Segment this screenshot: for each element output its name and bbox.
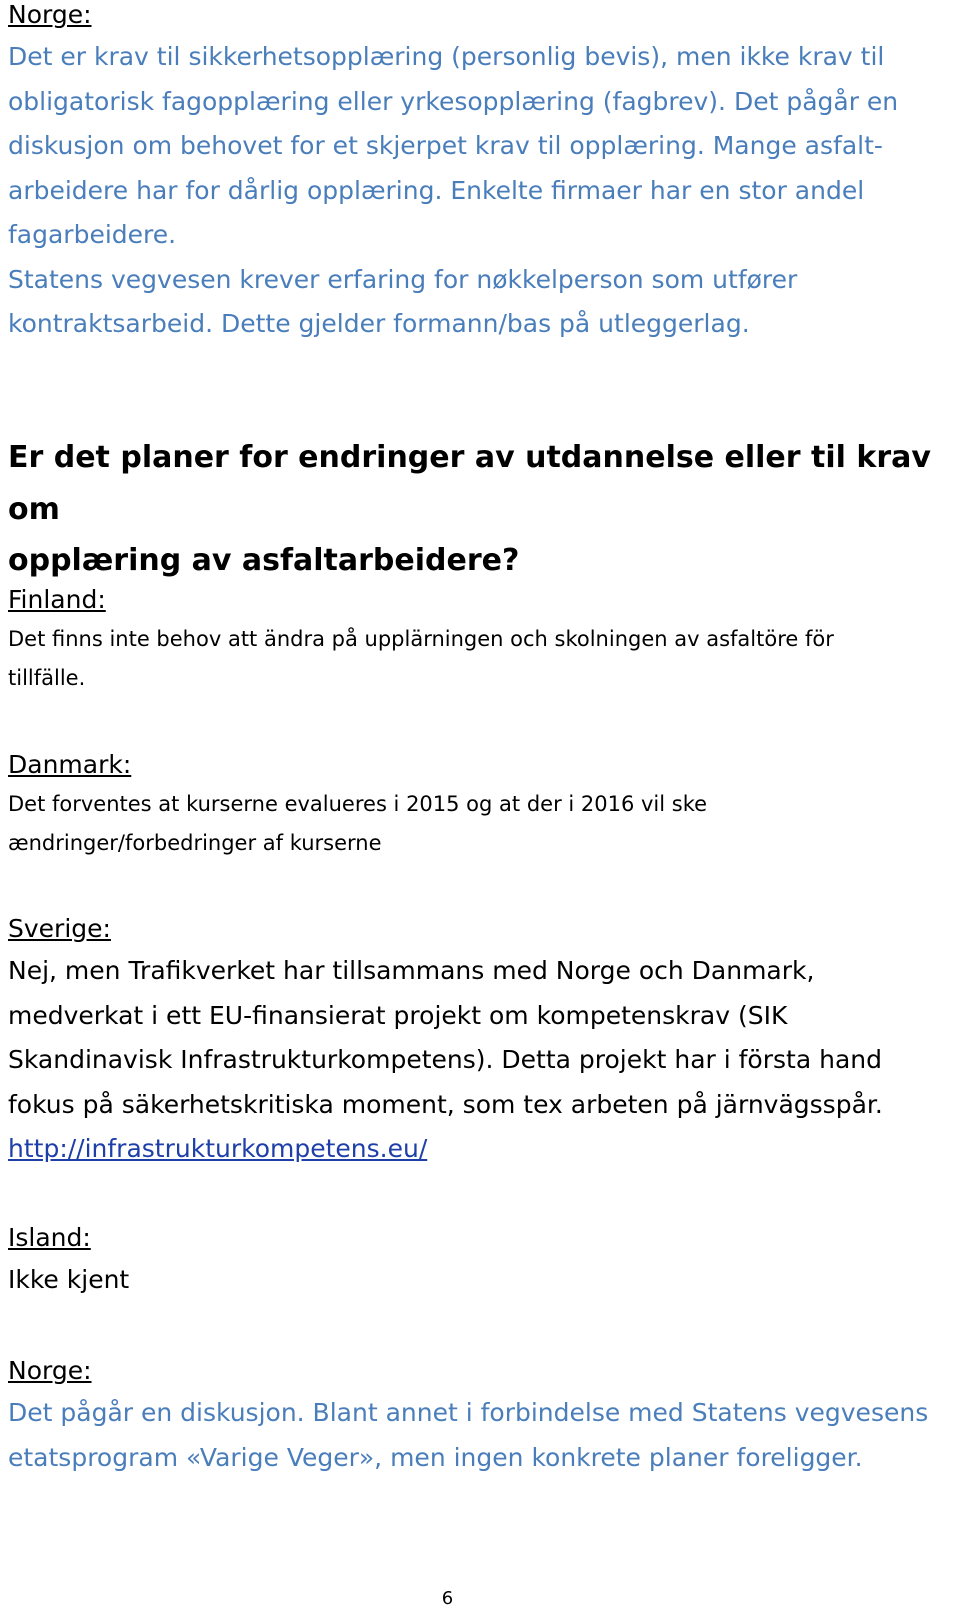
section-body-sweden	[8, 949, 948, 1172]
section-body-denmark	[8, 785, 948, 862]
section-heading-denmark: Danmark:	[8, 750, 132, 779]
section-body-iceland	[8, 1258, 948, 1303]
section-body-norway-bottom	[8, 1391, 948, 1480]
text-line: etatsprogram «Varige Veger», men ingen konkrete planer foreligger.	[8, 1442, 863, 1472]
section-norway-bottom	[8, 1356, 948, 1480]
question-line: opplæring av asfaltarbeidere?	[8, 543, 520, 578]
text-line: Det forventes at kurserne evalueres i 2015 og at der i 2016 vil ske	[8, 792, 708, 816]
text-line: Nej, men Trafikverket har tillsammans med Norge och Danmark,	[8, 956, 815, 985]
section-heading-finland: Finland:	[8, 585, 106, 614]
question-heading	[8, 432, 948, 587]
page-number: 6	[441, 1588, 454, 1609]
text-line: fagarbeidere.	[8, 220, 177, 249]
text-line: fokus på säkerhetskritiska moment, som tex arbeten på järnvägsspår.	[8, 1089, 883, 1119]
question-line: Er det planer for endringer av utdannelse eller til krav om	[8, 440, 931, 527]
section-heading-sweden: Sverige:	[8, 914, 111, 943]
section-heading-norway-bottom: Norge:	[8, 1356, 92, 1385]
text-line: Ikke kjent	[8, 1265, 130, 1294]
section-body-norway	[8, 35, 948, 347]
infrastrukturkompetens-link[interactable]: http://infrastrukturkompetens.eu/	[8, 1134, 428, 1163]
section-heading-iceland: Island:	[8, 1223, 91, 1252]
section-body-finland	[8, 620, 948, 697]
text-line: ændringer/forbedringer af kurserne	[8, 830, 382, 855]
text-line: kontraktsarbeid. Dette gjelder formann/bas på utleggerlag.	[8, 309, 750, 338]
section-sweden	[8, 914, 948, 1172]
section-heading-norway: Norge:	[8, 0, 92, 29]
text-line: medverkat i ett EU-finansierat projekt om kompetenskrav (SIK	[8, 1000, 788, 1030]
text-line: obligatorisk fagopplæring eller yrkesopplæring (fagbrev). Det pågår en	[8, 86, 899, 116]
text-line: tillfälle.	[8, 665, 86, 690]
text-line: Det pågår en diskusjon. Blant annet i forbindelse med Statens vegvesens	[8, 1398, 929, 1427]
section-finland	[8, 585, 948, 697]
text-line: Statens vegvesen krever erfaring for nøkkelperson som utfører	[8, 264, 798, 294]
text-line: Det finns inte behov att ändra på upplärningen och skolningen av asfaltöre för	[8, 627, 834, 651]
section-iceland	[8, 1223, 948, 1303]
section-norway-top	[8, 0, 948, 347]
text-line: diskusjon om behovet for et skjerpet krav til opplæring. Mange asfalt-	[8, 131, 883, 160]
section-denmark	[8, 750, 948, 862]
text-line: Det er krav til sikkerhetsopplæring (personlig bevis), men ikke krav til	[8, 42, 885, 71]
text-line: Skandinavisk Infrastrukturkompetens). Detta projekt har i första hand	[8, 1045, 882, 1074]
text-line: arbeidere har for dårlig opplæring. Enkelte firmaer har en stor andel	[8, 175, 865, 205]
